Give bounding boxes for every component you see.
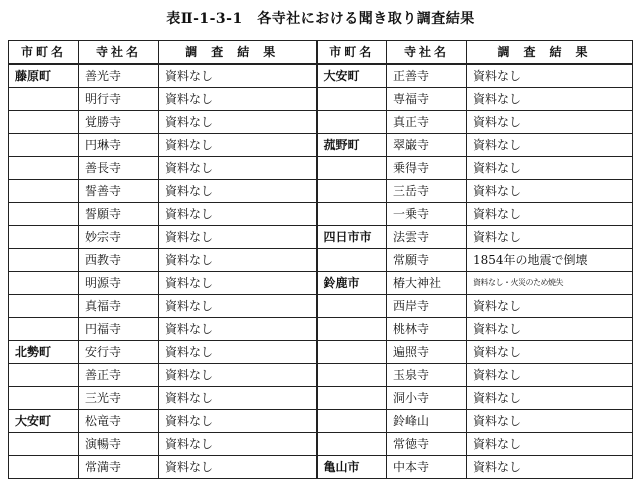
result-cell: 資料なし	[467, 203, 633, 226]
table-row	[9, 364, 633, 387]
municipality-cell	[317, 364, 387, 387]
result-cell: 資料なし	[159, 64, 317, 88]
temple-cell: 遍照寺	[387, 341, 467, 364]
municipality-cell	[9, 272, 79, 295]
result-cell: 1854年の地震で倒壊	[467, 249, 633, 272]
result-cell: 資料なし	[467, 341, 633, 364]
temple-cell: 演暢寺	[79, 433, 159, 456]
table-row	[9, 272, 633, 295]
municipality-cell	[317, 88, 387, 111]
table-row	[9, 64, 633, 88]
survey-results-table	[8, 40, 633, 479]
temple-cell: 専福寺	[387, 88, 467, 111]
temple-cell: 洞小寺	[387, 387, 467, 410]
temple-cell: 真福寺	[79, 295, 159, 318]
temple-cell: 明行寺	[79, 88, 159, 111]
result-cell: 資料なし	[467, 456, 633, 479]
table-row	[9, 157, 633, 180]
temple-cell: 常願寺	[387, 249, 467, 272]
temple-cell: 善正寺	[79, 364, 159, 387]
result-cell: 資料なし	[467, 64, 633, 88]
temple-cell: 鈴峰山	[387, 410, 467, 433]
municipality-cell	[317, 433, 387, 456]
result-cell: 資料なし	[467, 111, 633, 134]
municipality-cell: 鈴鹿市	[317, 272, 387, 295]
table-row	[9, 203, 633, 226]
temple-cell: 善長寺	[79, 157, 159, 180]
result-cell: 資料なし	[467, 433, 633, 456]
header-result-left: 調査結果	[159, 41, 317, 65]
table-body	[9, 64, 633, 479]
municipality-cell	[9, 249, 79, 272]
municipality-cell	[317, 387, 387, 410]
table-title: 表Ⅱ-1-3-1 各寺社における聞き取り調査結果	[166, 11, 475, 27]
municipality-cell	[317, 341, 387, 364]
result-cell: 資料なし	[159, 364, 317, 387]
table-row	[9, 88, 633, 111]
municipality-cell	[9, 387, 79, 410]
municipality-cell	[9, 157, 79, 180]
result-cell: 資料なし	[467, 157, 633, 180]
temple-cell: 真正寺	[387, 111, 467, 134]
header-municipality-right: 市町名	[317, 41, 387, 65]
temple-cell: 善光寺	[79, 64, 159, 88]
temple-cell: 円福寺	[79, 318, 159, 341]
temple-cell: 正善寺	[387, 64, 467, 88]
temple-cell: 中本寺	[387, 456, 467, 479]
result-cell: 資料なし	[467, 180, 633, 203]
table-row	[9, 341, 633, 364]
table-row	[9, 410, 633, 433]
result-cell: 資料なし	[467, 318, 633, 341]
temple-cell: 一乗寺	[387, 203, 467, 226]
table-row	[9, 433, 633, 456]
municipality-cell: 菰野町	[317, 134, 387, 157]
municipality-cell	[9, 88, 79, 111]
temple-cell: 誓善寺	[79, 180, 159, 203]
municipality-cell: 藤原町	[9, 64, 79, 88]
result-cell: 資料なし	[159, 249, 317, 272]
temple-cell: 玉泉寺	[387, 364, 467, 387]
result-cell: 資料なし	[159, 226, 317, 249]
result-cell: 資料なし・火災のため焼失	[467, 272, 633, 295]
temple-cell: 誓願寺	[79, 203, 159, 226]
municipality-cell: 亀山市	[317, 456, 387, 479]
temple-cell: 西岸寺	[387, 295, 467, 318]
result-cell: 資料なし	[159, 272, 317, 295]
temple-cell: 桃林寺	[387, 318, 467, 341]
table-row	[9, 295, 633, 318]
municipality-cell	[317, 180, 387, 203]
table-row	[9, 226, 633, 249]
table-row	[9, 318, 633, 341]
header-municipality-left: 市町名	[9, 41, 79, 65]
municipality-cell	[9, 203, 79, 226]
result-cell: 資料なし	[467, 226, 633, 249]
temple-cell: 三光寺	[79, 387, 159, 410]
temple-cell: 妙宗寺	[79, 226, 159, 249]
temple-cell: 乗得寺	[387, 157, 467, 180]
municipality-cell: 北勢町	[9, 341, 79, 364]
temple-cell: 安行寺	[79, 341, 159, 364]
result-cell: 資料なし	[467, 364, 633, 387]
result-cell: 資料なし	[159, 387, 317, 410]
temple-cell: 法雲寺	[387, 226, 467, 249]
temple-cell: 常徳寺	[387, 433, 467, 456]
municipality-cell	[317, 295, 387, 318]
table-row	[9, 249, 633, 272]
result-cell: 資料なし	[467, 134, 633, 157]
result-cell: 資料なし	[159, 134, 317, 157]
result-cell: 資料なし	[159, 410, 317, 433]
municipality-cell	[9, 318, 79, 341]
temple-cell: 明源寺	[79, 272, 159, 295]
result-cell: 資料なし	[467, 387, 633, 410]
header-temple-right: 寺社名	[387, 41, 467, 65]
table-row	[9, 134, 633, 157]
temple-cell: 常満寺	[79, 456, 159, 479]
result-cell: 資料なし	[159, 433, 317, 456]
result-cell: 資料なし	[159, 180, 317, 203]
result-cell: 資料なし	[159, 88, 317, 111]
result-cell: 資料なし	[159, 456, 317, 479]
table-row	[9, 456, 633, 479]
temple-cell: 三岳寺	[387, 180, 467, 203]
result-cell: 資料なし	[159, 341, 317, 364]
result-cell: 資料なし	[159, 157, 317, 180]
municipality-cell	[9, 111, 79, 134]
table-row	[9, 180, 633, 203]
municipality-cell	[9, 456, 79, 479]
municipality-cell	[9, 180, 79, 203]
municipality-cell	[9, 364, 79, 387]
temple-cell: 覚勝寺	[79, 111, 159, 134]
table-row	[9, 111, 633, 134]
header-temple-left: 寺社名	[79, 41, 159, 65]
temple-cell: 円琳寺	[79, 134, 159, 157]
table-header-row	[9, 41, 633, 65]
municipality-cell	[317, 410, 387, 433]
municipality-cell	[9, 226, 79, 249]
temple-cell: 翠巌寺	[387, 134, 467, 157]
municipality-cell	[317, 318, 387, 341]
municipality-cell	[317, 111, 387, 134]
municipality-cell	[317, 203, 387, 226]
result-cell: 資料なし	[467, 410, 633, 433]
table-row	[9, 387, 633, 410]
municipality-cell: 四日市市	[317, 226, 387, 249]
result-cell: 資料なし	[159, 295, 317, 318]
temple-cell: 松竜寺	[79, 410, 159, 433]
municipality-cell: 大安町	[9, 410, 79, 433]
header-result-right: 調査結果	[467, 41, 633, 65]
municipality-cell	[9, 134, 79, 157]
municipality-cell	[317, 157, 387, 180]
temple-cell: 椿大神社	[387, 272, 467, 295]
result-cell: 資料なし	[467, 295, 633, 318]
result-cell: 資料なし	[159, 203, 317, 226]
temple-cell: 西教寺	[79, 249, 159, 272]
municipality-cell	[317, 249, 387, 272]
municipality-cell	[9, 295, 79, 318]
municipality-cell	[9, 433, 79, 456]
result-cell: 資料なし	[159, 111, 317, 134]
result-cell: 資料なし	[159, 318, 317, 341]
municipality-cell: 大安町	[317, 64, 387, 88]
result-cell: 資料なし	[467, 88, 633, 111]
